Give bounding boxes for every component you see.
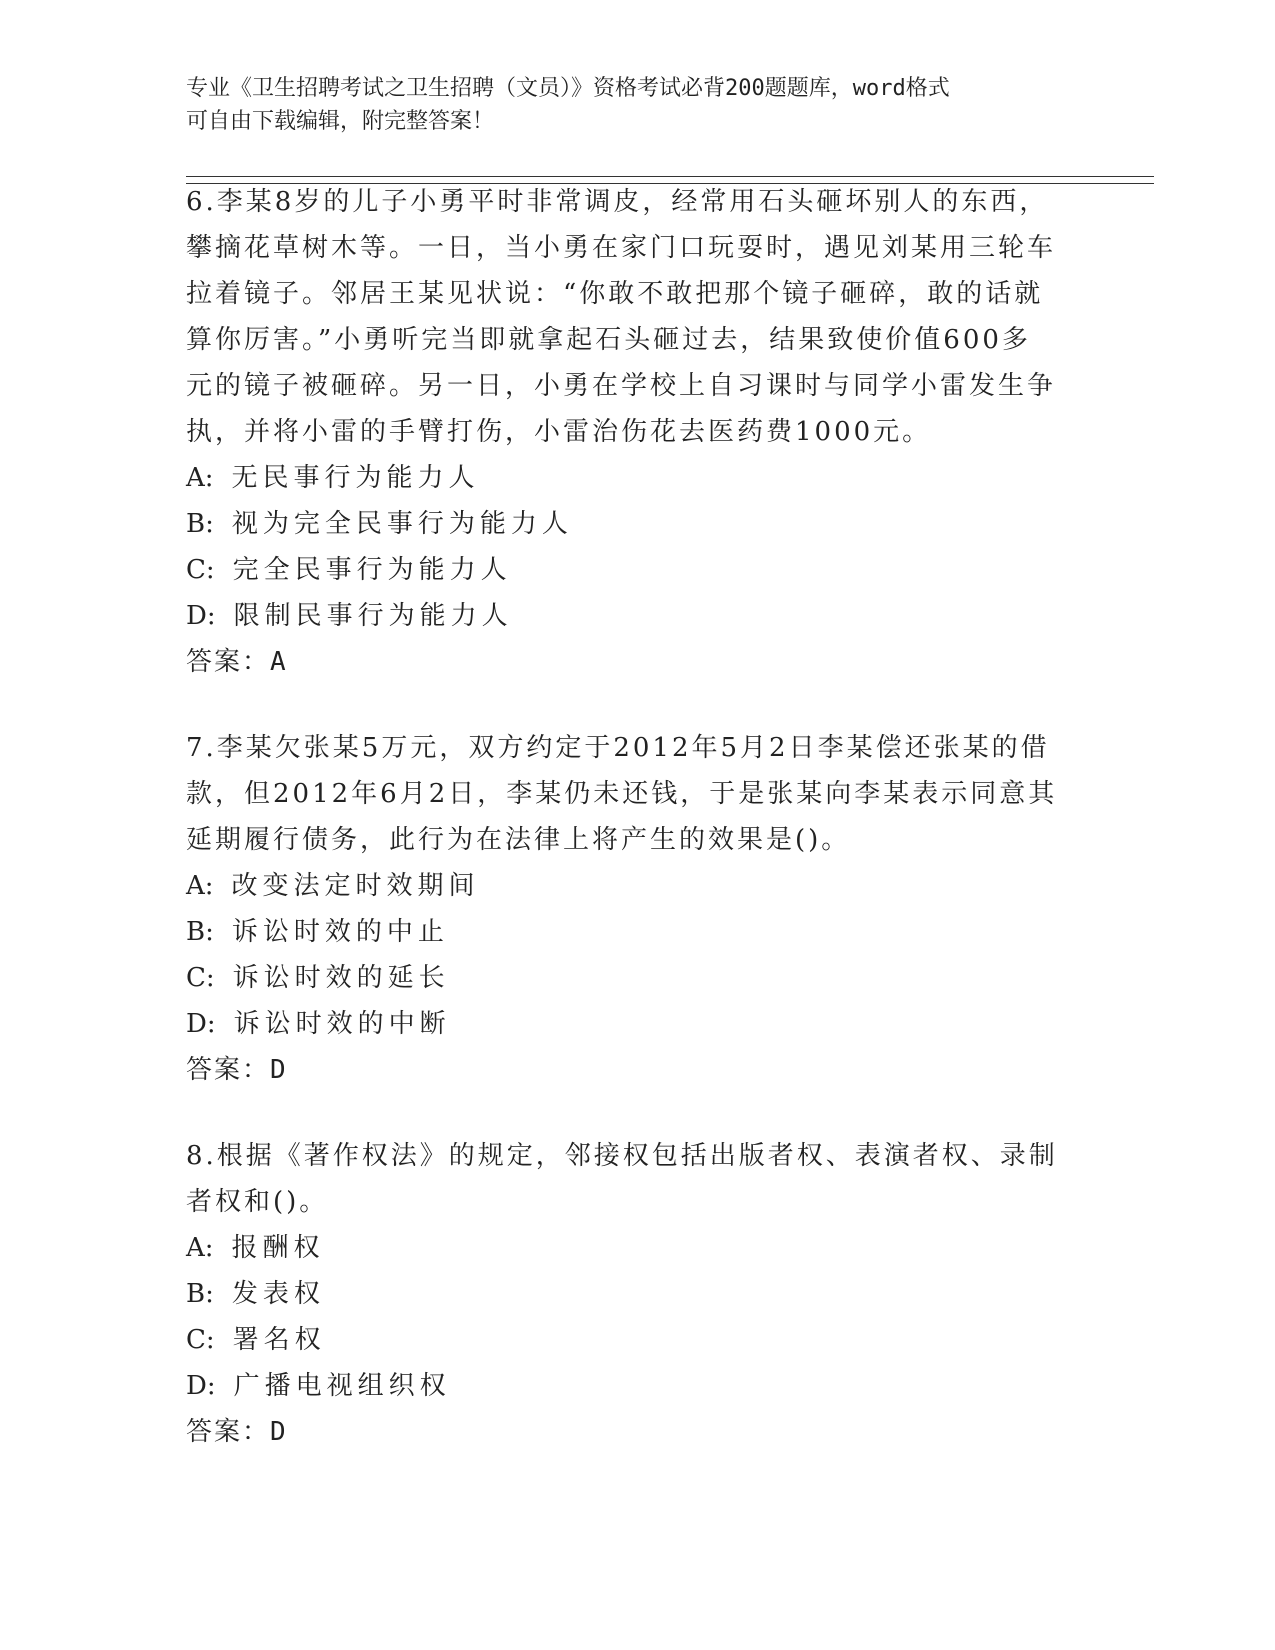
option-key: A: [186, 1233, 214, 1263]
answer-label: 答案：A [186, 647, 288, 677]
option-b [186, 1271, 1086, 1317]
option-text: 发表权 [231, 1279, 325, 1309]
question-6 [186, 179, 1086, 685]
question-8 [186, 1133, 1086, 1455]
option-key: D: [186, 1009, 216, 1039]
header-divider-top [186, 176, 1154, 177]
header-title-line-2: 可自由下载编辑，附完整答案！ [186, 109, 495, 134]
option-key: D: [186, 1371, 216, 1401]
option-d [186, 1001, 1086, 1047]
option-key: C: [186, 555, 215, 585]
question-7 [186, 725, 1086, 1093]
option-key: C: [186, 1325, 215, 1355]
question-stem-line: 元的镜子被砸碎。另一日，小勇在学校上自习课时与同学小雷发生争 [186, 371, 1057, 401]
question-stem-line: 者权和()。 [186, 1187, 329, 1217]
option-a [186, 455, 1086, 501]
option-text: 无民事行为能力人 [231, 463, 480, 493]
question-stem-line: 款，但2012年6月2日，李某仍未还钱，于是张某向李某表示同意其 [186, 779, 1058, 809]
option-text: 署名权 [232, 1325, 326, 1355]
option-text: 视为完全民事行为能力人 [231, 509, 573, 539]
question-stem-line: 延期履行债务，此行为在法律上将产生的效果是()。 [186, 825, 851, 855]
option-b [186, 909, 1086, 955]
option-text: 改变法定时效期间 [231, 871, 480, 901]
question-stem-line: 拉着镜子。邻居王某见状说：“你敢不敢把那个镜子砸碎，敢的话就 [186, 279, 1044, 309]
option-key: B: [186, 509, 214, 539]
option-key: B: [186, 917, 214, 947]
answer-label: 答案：D [186, 1055, 288, 1085]
option-text: 完全民事行为能力人 [232, 555, 512, 585]
option-c [186, 547, 1086, 593]
option-text: 限制民事行为能力人 [233, 601, 513, 631]
question-stem-line: 6.李某8岁的儿子小勇平时非常调皮，经常用石头砸坏别人的东西， [186, 187, 1049, 217]
option-text: 诉讼时效的中止 [231, 917, 449, 947]
option-text: 诉讼时效的中断 [233, 1009, 451, 1039]
question-stem-line: 7.李某欠张某5万元，双方约定于2012年5月2日李某偿还张某的借 [186, 733, 1050, 763]
header-title-line-1: 专业《卫生招聘考试之卫生招聘（文员）》资格考试必背200题题库，word格式 [186, 76, 950, 101]
option-key: A: [186, 463, 214, 493]
question-stem-line: 8.根据《著作权法》的规定，邻接权包括出版者权、表演者权、录制 [186, 1141, 1058, 1171]
option-a [186, 1225, 1086, 1271]
question-stem-line: 算你厉害。”小勇听完当即就拿起石头砸过去，结果致使价值600多 [186, 325, 1031, 355]
option-c [186, 955, 1086, 1001]
option-key: B: [186, 1279, 214, 1309]
option-b [186, 501, 1086, 547]
option-key: D: [186, 601, 216, 631]
document-header [186, 72, 1066, 138]
question-stem-line: 执，并将小雷的手臂打伤，小雷治伤花去医药费1000元。 [186, 417, 932, 447]
answer-label: 答案：D [186, 1417, 288, 1447]
option-d [186, 1363, 1086, 1409]
question-stem-line: 攀摘花草树木等。一日，当小勇在家门口玩耍时，遇见刘某用三轮车 [186, 233, 1057, 263]
option-text: 报酬权 [231, 1233, 325, 1263]
option-c [186, 1317, 1086, 1363]
option-d [186, 593, 1086, 639]
option-a [186, 863, 1086, 909]
option-key: A: [186, 871, 214, 901]
option-text: 诉讼时效的延长 [232, 963, 450, 993]
option-key: C: [186, 963, 215, 993]
option-text: 广播电视组织权 [233, 1371, 451, 1401]
